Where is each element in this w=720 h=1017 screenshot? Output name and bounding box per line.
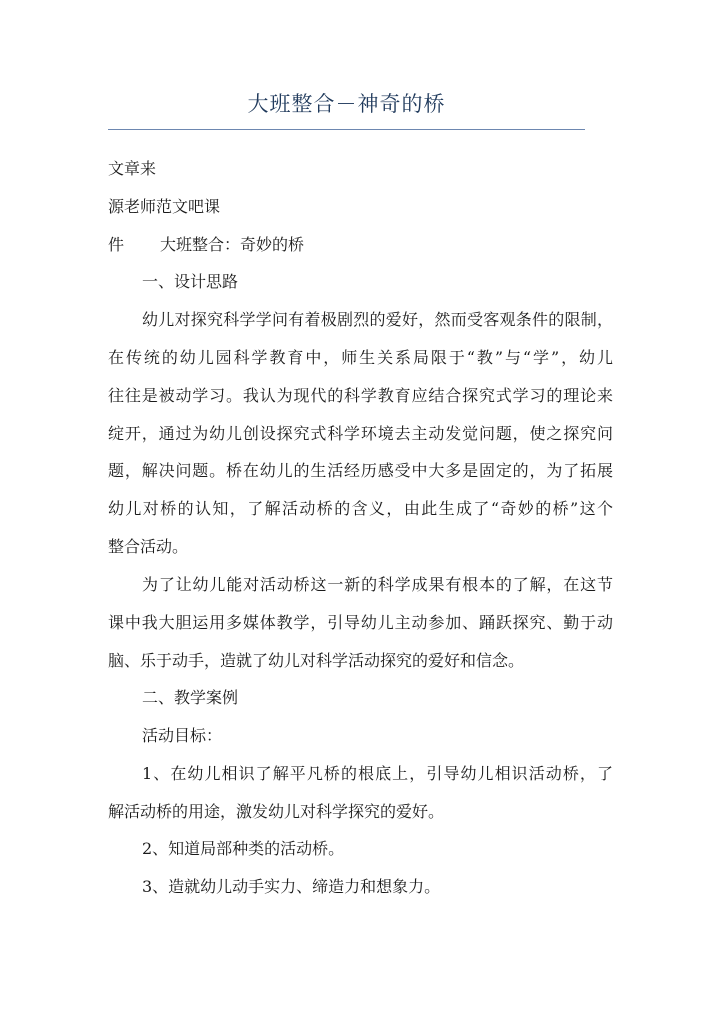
para-2-line: 脑、乐于动手，造就了幼儿对科学活动探究的爱好和信念。	[108, 651, 525, 670]
goal-3: 3、造就幼儿动手实力、缔造力和想象力。	[142, 877, 441, 896]
para-1-line: 整合活动。	[108, 537, 189, 556]
goal-1-line: 解活动桥的用途，激发幼儿对科学探究的爱好。	[108, 802, 445, 821]
goal-1-line: 1、在幼儿相识了解平凡桥的根底上，引导幼儿相识活动桥，了	[142, 764, 613, 783]
document-title: 大班整合－神奇的桥	[247, 92, 446, 116]
source-line-1: 文章来	[108, 159, 157, 178]
source-line-3	[108, 234, 613, 256]
source-line-3-text: 大班整合：奇妙的桥	[160, 235, 305, 254]
para-2-line: 课中我大胆运用多媒体教学，引导幼儿主动参加、踊跃探究、勤于动	[108, 613, 613, 632]
para-1-line: 往往是被动学习。我认为现代的科学教育应结合探究式学习的理论来	[108, 386, 613, 405]
para-1-line: 幼儿对探究科学学问有着极剧烈的爱好，然而受客观条件的限制，	[142, 310, 613, 329]
para-2-line: 为了让幼儿能对活动桥这一新的科学成果有根本的了解，在这节	[142, 575, 613, 594]
para-1-line: 幼儿对桥的认知，了解活动桥的含义，由此生成了“奇妙的桥”这个	[108, 499, 613, 518]
source-line-2: 源老师范文吧课	[108, 197, 221, 216]
para-1-line: 题，解决问题。桥在幼儿的生活经历感受中大多是固定的，为了拓展	[108, 461, 613, 480]
section-2-heading: 二、教学案例	[142, 688, 239, 707]
para-1-line: 绽开，通过为幼儿创设探究式科学环境去主动发觉问题，使之探究问	[108, 424, 613, 443]
para-1-line: 在传统的幼儿园科学教育中，师生关系局限于“教”与“学”，幼儿	[108, 348, 613, 367]
title-divider	[108, 129, 585, 130]
section-1-heading: 一、设计思路	[142, 272, 239, 291]
source-line-3-prefix: 件	[108, 235, 125, 254]
goal-2: 2、知道局部种类的活动桥。	[142, 839, 345, 858]
goals-heading: 活动目标：	[142, 726, 223, 745]
